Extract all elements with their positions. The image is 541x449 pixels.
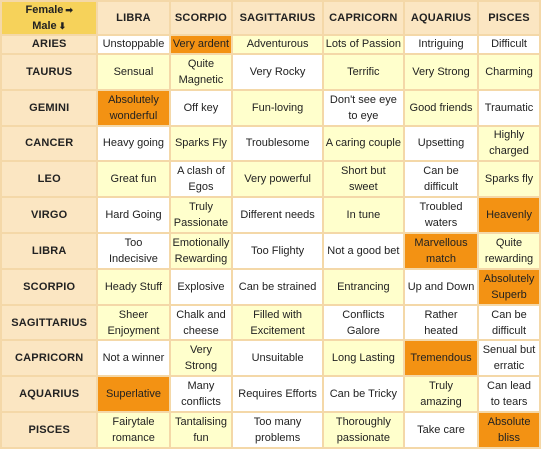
compatibility-cell: Entrancing <box>324 270 403 304</box>
compatibility-cell: Too many problems <box>233 413 321 447</box>
compatibility-cell: Truly Passionate <box>171 198 232 232</box>
compatibility-cell: Terrific <box>324 55 403 89</box>
col-header-libra: LIBRA <box>98 2 168 34</box>
compatibility-cell: Unstoppable <box>98 36 168 53</box>
compatibility-cell: A caring couple <box>324 127 403 161</box>
compatibility-cell: Can be strained <box>233 270 321 304</box>
compatibility-cell: Traumatic <box>479 91 539 125</box>
compatibility-cell: Rather heated <box>405 306 477 340</box>
row-header-aquarius: AQUARIUS <box>2 377 96 411</box>
compatibility-cell: Unsuitable <box>233 341 321 375</box>
table-row <box>2 36 539 53</box>
row-header-sagittarius: SAGITTARIUS <box>2 306 96 340</box>
table-row <box>2 270 539 304</box>
table-row <box>2 234 539 268</box>
col-header-capricorn: CAPRICORN <box>324 2 403 34</box>
compatibility-cell: Off key <box>171 91 232 125</box>
compatibility-cell: Truly amazing <box>405 377 477 411</box>
table-row <box>2 127 539 161</box>
table-row <box>2 306 539 340</box>
compatibility-cell: Up and Down <box>405 270 477 304</box>
table-row <box>2 413 539 447</box>
compatibility-cell: Can lead to tears <box>479 377 539 411</box>
compatibility-cell: Heady Stuff <box>98 270 168 304</box>
row-header-cancer: CANCER <box>2 127 96 161</box>
compatibility-cell: Heavenly <box>479 198 539 232</box>
compatibility-cell: Emotionally Rewarding <box>171 234 232 268</box>
table-row <box>2 55 539 89</box>
compatibility-cell: Great fun <box>98 162 168 196</box>
row-header-virgo: VIRGO <box>2 198 96 232</box>
compatibility-cell: Fairytale romance <box>98 413 168 447</box>
compatibility-cell: Absolute bliss <box>479 413 539 447</box>
compatibility-cell: Troubled waters <box>405 198 477 232</box>
compatibility-cell: Sensual <box>98 55 168 89</box>
compatibility-cell: Heavy going <box>98 127 168 161</box>
compatibility-cell: Requires Efforts <box>233 377 321 411</box>
down-arrow-icon: ⬇ <box>58 21 67 31</box>
compatibility-cell: Good friends <box>405 91 477 125</box>
compatibility-cell: Sheer Enjoyment <box>98 306 168 340</box>
compatibility-cell: Absolutely Superb <box>479 270 539 304</box>
col-header-sagittarius: SAGITTARIUS <box>233 2 321 34</box>
col-header-pisces: PISCES <box>479 2 539 34</box>
compatibility-cell: Very Strong <box>171 341 232 375</box>
female-label: Female <box>25 4 64 16</box>
table-row <box>2 377 539 411</box>
compatibility-cell: Take care <box>405 413 477 447</box>
compatibility-cell: Adventurous <box>233 36 321 53</box>
compatibility-cell: Troublesome <box>233 127 321 161</box>
male-label: Male <box>32 20 57 32</box>
corner-legend <box>2 2 96 34</box>
compatibility-cell: Senual but erratic <box>479 341 539 375</box>
row-header-capricorn: CAPRICORN <box>2 341 96 375</box>
compatibility-cell: Not a winner <box>98 341 168 375</box>
row-header-aries: ARIES <box>2 36 96 53</box>
compatibility-cell: Don't see eye to eye <box>324 91 403 125</box>
right-arrow-icon: ➡ <box>65 5 73 15</box>
compatibility-cell: Short but sweet <box>324 162 403 196</box>
compatibility-cell: Difficult <box>479 36 539 53</box>
compatibility-cell: Charming <box>479 55 539 89</box>
compatibility-cell: Fun-loving <box>233 91 321 125</box>
compatibility-cell: Thoroughly passionate <box>324 413 403 447</box>
compatibility-cell: In tune <box>324 198 403 232</box>
table-row <box>2 198 539 232</box>
compatibility-cell: Too Flighty <box>233 234 321 268</box>
compatibility-cell: Tremendous <box>405 341 477 375</box>
compatibility-cell: Long Lasting <box>324 341 403 375</box>
compatibility-cell: Absolutely wonderful <box>98 91 168 125</box>
compatibility-cell: Superlative <box>98 377 168 411</box>
compatibility-cell: Chalk and cheese <box>171 306 232 340</box>
row-header-libra: LIBRA <box>2 234 96 268</box>
compatibility-cell: Highly charged <box>479 127 539 161</box>
row-header-gemini: GEMINI <box>2 91 96 125</box>
table-row <box>2 162 539 196</box>
col-header-aquarius: AQUARIUS <box>405 2 477 34</box>
table-row <box>2 91 539 125</box>
compatibility-cell: Upsetting <box>405 127 477 161</box>
compatibility-cell: Too Indecisive <box>98 234 168 268</box>
compatibility-cell: A clash of Egos <box>171 162 232 196</box>
compatibility-cell: Very Rocky <box>233 55 321 89</box>
table-row <box>2 341 539 375</box>
grid-body <box>2 36 539 447</box>
compatibility-cell: Intriguing <box>405 36 477 53</box>
row-header-scorpio: SCORPIO <box>2 270 96 304</box>
compatibility-cell: Many conflicts <box>171 377 232 411</box>
compatibility-cell: Marvellous match <box>405 234 477 268</box>
compatibility-cell: Sparks Fly <box>171 127 232 161</box>
compatibility-cell: Lots of Passion <box>324 36 403 53</box>
compatibility-cell: Quite rewarding <box>479 234 539 268</box>
header-row <box>2 2 539 34</box>
compatibility-cell: Can be difficult <box>405 162 477 196</box>
compatibility-cell: Very ardent <box>171 36 232 53</box>
compatibility-cell: Hard Going <box>98 198 168 232</box>
row-header-taurus: TAURUS <box>2 55 96 89</box>
compatibility-cell: Not a good bet <box>324 234 403 268</box>
compatibility-cell: Can be Tricky <box>324 377 403 411</box>
compatibility-cell: Very powerful <box>233 162 321 196</box>
col-header-scorpio: SCORPIO <box>171 2 232 34</box>
compatibility-cell: Quite Magnetic <box>171 55 232 89</box>
compatibility-cell: Explosive <box>171 270 232 304</box>
compatibility-cell: Sparks fly <box>479 162 539 196</box>
compatibility-cell: Filled with Excitement <box>233 306 321 340</box>
row-header-leo: LEO <box>2 162 96 196</box>
compatibility-cell: Different needs <box>233 198 321 232</box>
row-header-pisces: PISCES <box>2 413 96 447</box>
compatibility-cell: Conflicts Galore <box>324 306 403 340</box>
compatibility-cell: Very Strong <box>405 55 477 89</box>
compatibility-cell: Tantalising fun <box>171 413 232 447</box>
compatibility-cell: Can be difficult <box>479 306 539 340</box>
